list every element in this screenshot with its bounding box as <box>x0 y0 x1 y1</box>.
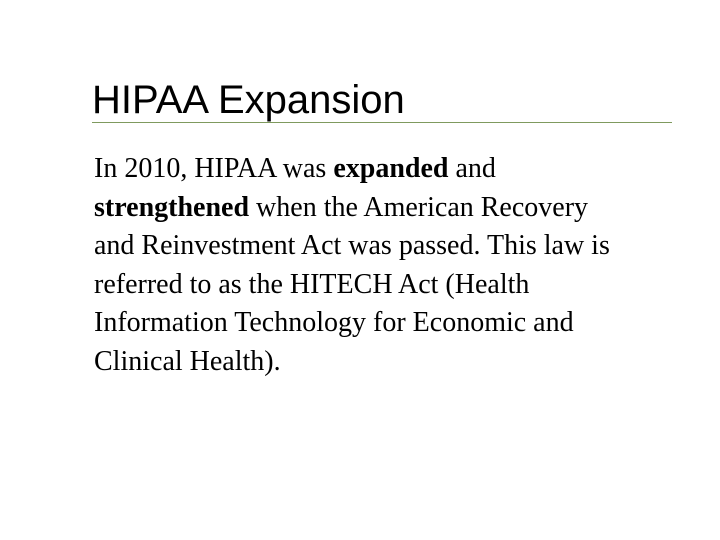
body-emphasis-expanded: expanded <box>333 153 449 184</box>
body-text-segment: and <box>448 153 496 184</box>
body-text-segment: In 2010, HIPAA was <box>94 153 334 184</box>
slide-body-text <box>94 150 634 381</box>
title-divider <box>92 122 672 123</box>
body-emphasis-strengthened: strengthened <box>94 191 250 223</box>
body-text-segment: when the American Recovery and Reinvestment Act was passed. This law is referred to as the HITECH Act (Health Information Technology for Economic and Clinical Health). <box>94 191 610 377</box>
slide-title: HIPAA Expansion <box>92 78 405 122</box>
